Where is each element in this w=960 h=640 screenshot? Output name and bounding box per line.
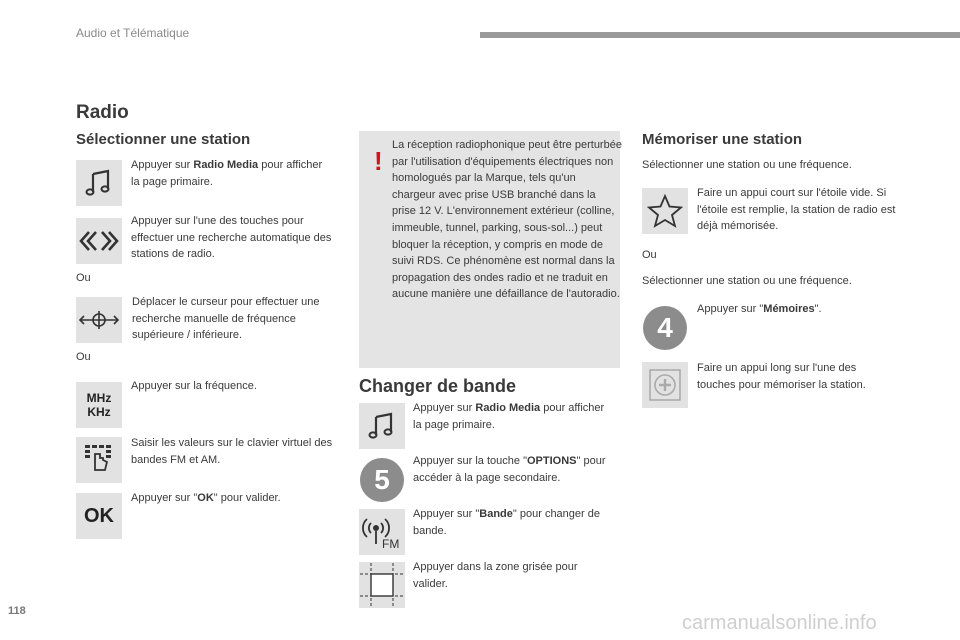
fm-label: FM <box>382 537 400 551</box>
keypad-hand-icon <box>76 437 122 483</box>
right-para-2: Sélectionner une station ou une fréquence. <box>642 275 852 287</box>
middle-step-2: Appuyer sur la touche "OPTIONS" pour accéder à la page secondaire. <box>413 455 606 484</box>
right-para-1: Sélectionner une station ou une fréquence. <box>642 159 852 171</box>
heading-select-station: Sélectionner une station <box>76 131 251 148</box>
middle-step-3: Appuyer sur "Bande" pour changer de bande. <box>413 508 600 537</box>
warning-note-text: La réception radiophonique peut être perturbée par l'utilisation d'équipements électriques non homologués par la Marque, tels qu'un chargeur avec prise USB branché dans la prise 12 V. L'environnement extérieur (colline, immeuble, tunnel, parking, sous-sol...) peut bloquer la réception, y compris en mode de suivi RDS. Ce phénomène est normal dans la propagation des ondes radio et ne traduit en aucune manière une défaillance de l'autoradio. <box>392 139 622 301</box>
right-step-1: Faire un appui court sur l'étoile vide. Si l'étoile est remplie, la station de radio est déjà mémorisée. <box>697 187 896 232</box>
ok-label: OK <box>84 504 114 527</box>
seek-arrows-icon <box>76 218 122 264</box>
fm-band-icon <box>359 509 405 555</box>
music-note-icon <box>76 160 122 206</box>
section-title: Radio <box>76 102 129 123</box>
middle-step-1: Appuyer sur Radio Media pour afficher la page primaire. <box>413 402 605 431</box>
mhz-label: MHz <box>86 391 112 405</box>
left-step-3: Déplacer le curseur pour effectuer une recherche manuelle de fréquence supérieure / inférieure. <box>132 296 320 341</box>
frequency-icon <box>76 382 122 428</box>
middle-step-4: Appuyer dans la zone grisée pour valider. <box>413 561 578 590</box>
left-step-2: Appuyer sur l'une des touches pour effectuer une recherche automatique des stations de radio. <box>131 215 332 260</box>
star-icon <box>642 188 688 234</box>
watermark: carmanualsonline.info <box>682 612 877 634</box>
tuning-slider-icon <box>76 297 122 343</box>
grey-zone-icon <box>359 562 405 608</box>
left-step-1: Appuyer sur Radio Media pour afficher la page primaire. <box>131 159 323 188</box>
step-number-5: 5 <box>360 458 404 502</box>
heading-change-band: Changer de bande <box>359 376 517 396</box>
right-step-3: Faire un appui long sur l'une des touches pour mémoriser la station. <box>697 362 866 391</box>
heading-store-station: Mémoriser une station <box>642 131 803 148</box>
left-step-5: Saisir les valeurs sur le clavier virtuel des bandes FM et AM. <box>131 437 333 466</box>
left-or-2: Ou <box>76 351 91 363</box>
header-title: Audio et Télématique <box>76 26 190 40</box>
header-bar <box>480 32 960 38</box>
right-step-2: Appuyer sur "Mémoires". <box>697 303 822 315</box>
warning-icon: ! <box>374 146 383 176</box>
add-preset-icon <box>642 362 688 408</box>
step-number-4: 4 <box>643 306 687 350</box>
right-or: Ou <box>642 249 657 261</box>
page-number: 118 <box>8 605 26 617</box>
left-or-1: Ou <box>76 272 91 284</box>
music-note-icon <box>359 403 405 449</box>
ok-icon <box>76 493 122 539</box>
left-step-6: Appuyer sur "OK" pour valider. <box>131 492 281 504</box>
left-step-4: Appuyer sur la fréquence. <box>131 380 257 392</box>
khz-label: KHz <box>87 405 111 419</box>
